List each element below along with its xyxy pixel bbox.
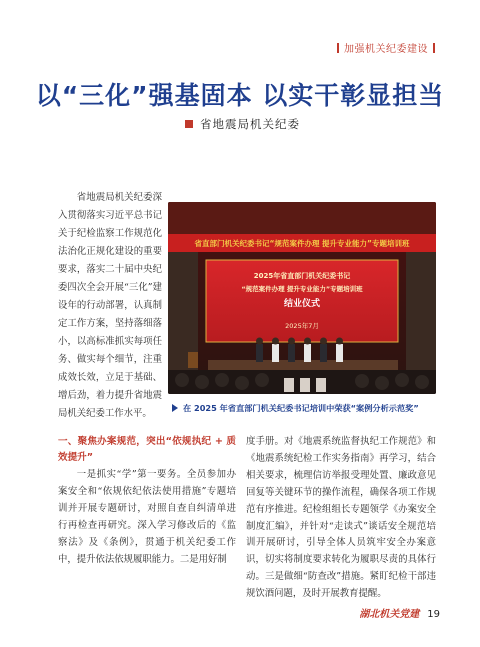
- divider-bar: [337, 43, 339, 53]
- event-photo-scene: [168, 202, 436, 394]
- divider-bar: [433, 43, 435, 53]
- body-column-right: [246, 434, 436, 603]
- intro-paragraph: 省地震局机关纪委深入贯彻落实习近平总书记关于纪检监察工作规范化法治化正规化建设的重要要求，落实二十届中央纪委四次全会开展“三化”建设年的行动部署，认真制定工作方案，坚持落细落小，以高标准抓实每项任务、做实每个细节，注重成效长效，立足于基础、增后劲，着力提升省地震局机关纪委工作水平。: [58, 192, 162, 419]
- event-photo: [168, 202, 436, 394]
- section-label: [332, 40, 440, 55]
- article-author: [185, 116, 300, 132]
- section-paragraph-continued: 度手册。对《地震系统监督执纪工作规范》和《地震系统纪检工作实务指南》再学习，结合相关要求，梳理信访举报受理处置、廉政意见回复等关键环节的操作流程，确保各项工作规范有序推进。纪检组组长专题领学《办案安全制度汇编》，并针对“走读式”谈话安全规范培训开展研讨，引导全体人员筑牢安全办案意识，切实将制度要求转化为履职尽责的具体行动。三是做细“防查改”措施。紧盯纪检干部违规饮酒问题，及时开展教育提醒。: [246, 436, 436, 600]
- page-footer: [359, 605, 440, 620]
- triangle-bullet-icon: [172, 404, 178, 412]
- article-title: 以“三化”强基固本 以实干彰显担当: [35, 81, 445, 110]
- screen-line-1: 2025年省直部门机关纪委书记: [253, 272, 351, 280]
- section-label-text: 加强机关纪委建设: [344, 44, 428, 55]
- screen-date: 2025年7月: [285, 322, 319, 330]
- banner-text: 省直部门机关纪委书记“规范案件办理 提升专业能力”专题培训班: [194, 239, 410, 248]
- photo-caption: [172, 403, 419, 414]
- section-heading: 一、聚焦办案规范，突出“依规执纪 + 质效提升”: [58, 436, 236, 463]
- section-paragraph: 一是抓实“学”第一要务。全员参加办案安全和“依规依纪依法使用措施”专题培训并开展专题研讨，对照自查自纠清单进行再检查再研究。深入学习修改后的《监察法》及《条例》，贯通于机关纪委工作中，提升依法依规履职能力。二是用好制: [58, 469, 236, 565]
- screen-line-2: “规范案件办理 提升专业能力”专题培训班: [241, 285, 363, 293]
- page-number: 19: [427, 609, 440, 620]
- magazine-logo: 湖北机关党建: [359, 609, 420, 620]
- screen-line-3: 结业仪式: [283, 299, 321, 309]
- body-column-left: [58, 434, 236, 568]
- caption-text: 在 2025 年省直部门机关纪委书记培训中荣获“案例分析示范奖”: [183, 403, 419, 413]
- square-bullet-icon: [185, 120, 193, 128]
- author-text: 省地震局机关纪委: [200, 117, 300, 131]
